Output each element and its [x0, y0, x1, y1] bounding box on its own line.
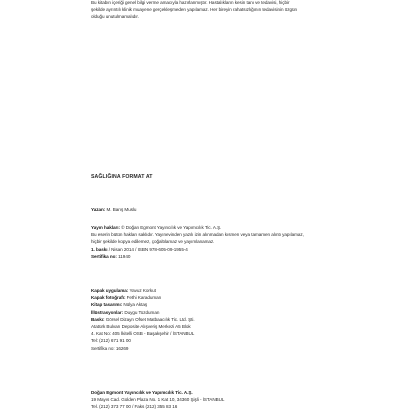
rights-notice-line: Bu eserin bütün hakları saklıdır. Yayınevinden yazılı izin alınmadan kısmen veya tamamen alıntı yapılamaz,: [91, 232, 304, 238]
printer-certificate: Sertifika no: 16269: [91, 345, 129, 351]
disclaimer-line: şekilde ayrıntılı klinik muayene gerçekleşmeden yapılamaz. Her bireyin rahatsızlığının tedavisinin özgün: [91, 7, 297, 13]
disclaimer-line: olduğu unutulmamalıdır.: [91, 14, 139, 20]
certificate-label: Sertifika no:: [91, 253, 117, 259]
book-design-label: Kitap tasarımı:: [91, 302, 123, 308]
book-title: SAĞLIĞINA FORMAT AT: [91, 174, 153, 180]
printer-address: Atatürk Bulvarı Deposite Alışveriş Merkezi A5 Blok: [91, 324, 191, 330]
publisher-address: 19 Mayıs Cad. Golden Plaza No. 1 Kat 10, 34360 Şişli - İSTANBUL: [91, 397, 225, 403]
rights-notice-line: hiçbir şekilde kopya edilemez, çoğaltılamaz ve yayımlanamaz.: [91, 239, 215, 245]
book-design-name: Nülya Aktaş: [123, 302, 148, 308]
rights-label: Yayın hakları:: [91, 225, 120, 230]
author-label: Yazan:: [91, 207, 106, 212]
disclaimer-paragraph: [91, 0, 331, 21]
printing-label: Baskı:: [91, 316, 105, 322]
credits-block: [91, 287, 331, 352]
rights-holder: © Doğan Egmont Yayıncılık ve Yapımcılık Tic. A.Ş.: [121, 225, 222, 230]
rights-block: [91, 224, 331, 260]
publisher-name: Doğan Egmont Yayıncılık ve Yapımcılık Tic. A.Ş.: [91, 390, 193, 395]
printer-phone: Tel: (212) 671 91 00: [91, 338, 131, 344]
printer-address: 4. Kat No: 405 İkitelli OSB - Başakşehir / İSTANBUL: [91, 331, 195, 337]
certificate-number: 11940: [118, 253, 131, 259]
edition-label: 1. baskı: [91, 246, 108, 252]
cover-design-name: Yavuz Korkut: [129, 288, 156, 293]
author-line: [91, 206, 331, 213]
disclaimer-line: Bu kitabın içeriği genel bilgi verme amacıyla hazırlanmıştır. Hastalıkların kesin tanı ve tedavisi, hiçbir: [91, 0, 290, 5]
author-name: M. Barış Muslu: [106, 207, 137, 212]
illustrations-label: İllüstrasyonlar:: [91, 309, 124, 315]
printer-name: Görsel Dizayn Ofset Matbaacılık Tic. Ltd. Şti.: [105, 316, 195, 322]
publisher-phone: Tel. (212) 373 77 00 / Faks (212) 355 83 16: [91, 404, 178, 410]
cover-design-label: Kapak uygulama:: [91, 288, 129, 293]
publisher-block: [91, 389, 331, 411]
illustrations-name: Duygu Tozduman: [124, 309, 160, 315]
cover-photo-name: Fethi Karaduman: [126, 295, 162, 301]
edition-info: / Nisan 2014 / ISBN 978-605-09-1955-4: [108, 246, 188, 252]
cover-photo-label: Kapak fotoğrafı:: [91, 295, 126, 301]
